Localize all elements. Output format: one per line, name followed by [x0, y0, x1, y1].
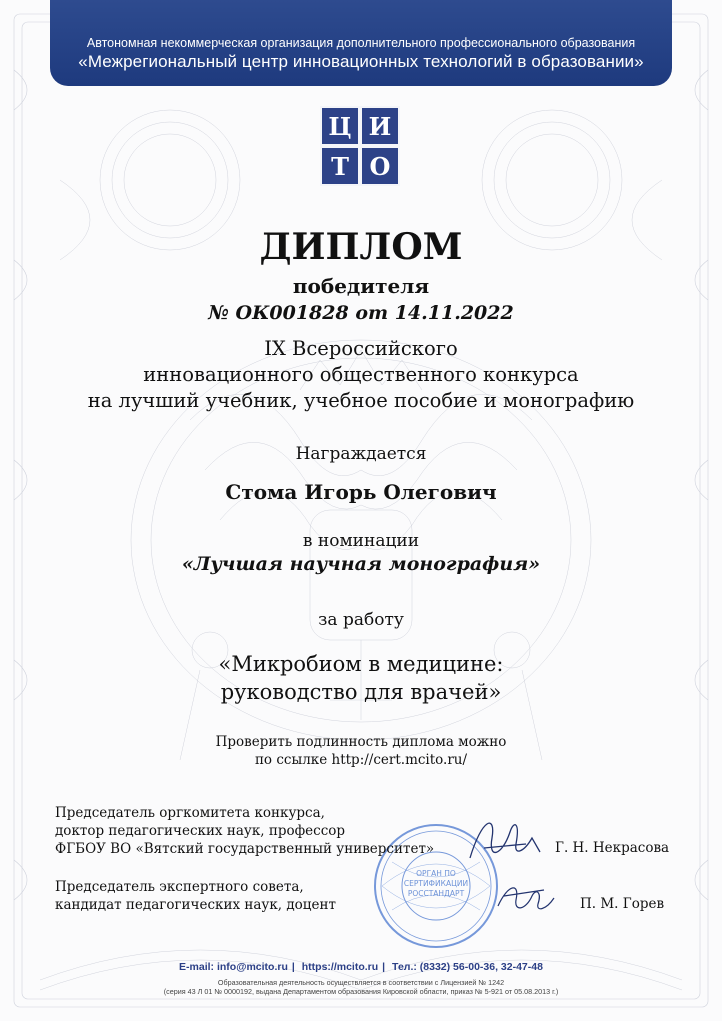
logo-letter: И — [362, 108, 398, 144]
diploma-subtitle: победителя — [292, 274, 430, 298]
logo-letter: Ц — [322, 108, 358, 144]
contest-name — [0, 336, 722, 414]
work-title — [0, 650, 722, 706]
signature-gorev — [494, 876, 558, 920]
signatory-2-name: П. М. Горев — [580, 896, 665, 912]
header-banner — [50, 0, 672, 86]
org-description: Автономная некоммерческая организация дополнительного профессионального образования — [86, 36, 636, 50]
signatory-role-line: кандидат педагогических наук, доцент — [55, 897, 336, 913]
contest-line: IX Всероссийского — [264, 337, 458, 360]
logo-letter: Т — [322, 148, 358, 184]
verification-note — [0, 733, 722, 769]
awarded-label: Награждается — [295, 444, 427, 464]
signatory-2-role — [55, 878, 336, 914]
stamp-text: ОРГАН ПО — [416, 869, 456, 878]
signatory-role-line: доктор педагогических наук, профессор — [55, 823, 346, 839]
stamp-text: РОССТАНДАРТ — [407, 889, 465, 898]
recipient-name: Стома Игорь Олегович — [225, 480, 497, 504]
diploma-number: № ОК001828 от 14.11.2022 — [208, 302, 514, 324]
license-line: Образовательная деятельность осуществляется в соответствии с Лицензией № 1242 — [217, 978, 505, 987]
signature-nekrasova — [462, 808, 546, 876]
footer-license — [0, 978, 722, 996]
work-title-line: руководство для врачей» — [220, 680, 502, 704]
signatory-role-line: Председатель экспертного совета, — [55, 879, 304, 895]
signatory-role-line: Председатель оргкомитета конкурса, — [55, 805, 325, 821]
logo-letter: О — [362, 148, 398, 184]
footer-contacts: E-mail: info@mcito.ru | https://mcito.ru | Тел.: (8332) 56-00-36, 32-47-48 — [179, 961, 543, 973]
nomination-value: «Лучшая научная монография» — [181, 553, 541, 575]
cito-logo — [320, 106, 400, 186]
footer-site[interactable]: https://mcito.ru — [301, 961, 379, 973]
diploma-title: ДИПЛОМ — [259, 226, 463, 268]
contest-line: инновационного общественного конкурса — [143, 363, 579, 386]
nomination-label: в номинации — [302, 531, 420, 551]
verify-line: Проверить подлинность диплома можно — [215, 734, 507, 750]
signatory-1-name: Г. Н. Некрасова — [555, 840, 670, 856]
license-line: (серия 43 Л 01 № 0000192, выдана Департаментом образования Кировской области, приказ № 5-921 от 05.08.2013 г.) — [163, 987, 559, 996]
org-name: «Межрегиональный центр инновационных технологий в образовании» — [78, 52, 644, 71]
work-title-line: «Микробиом в медицине: — [218, 652, 504, 676]
signatory-role-line: ФГБОУ ВО «Вятский государственный университет» — [55, 841, 435, 857]
footer-email[interactable]: E-mail: info@mcito.ru — [179, 961, 288, 973]
verify-line: по ссылке http://cert.mcito.ru/ — [254, 752, 468, 768]
contest-line: на лучший учебник, учебное пособие и монографию — [87, 389, 635, 412]
signatory-1-role — [55, 804, 434, 858]
footer-phone: Тел.: (8332) 56-00-36, 32-47-48 — [392, 961, 543, 973]
work-label: за работу — [318, 610, 404, 630]
stamp-text: СЕРТИФИКАЦИИ — [403, 879, 469, 888]
